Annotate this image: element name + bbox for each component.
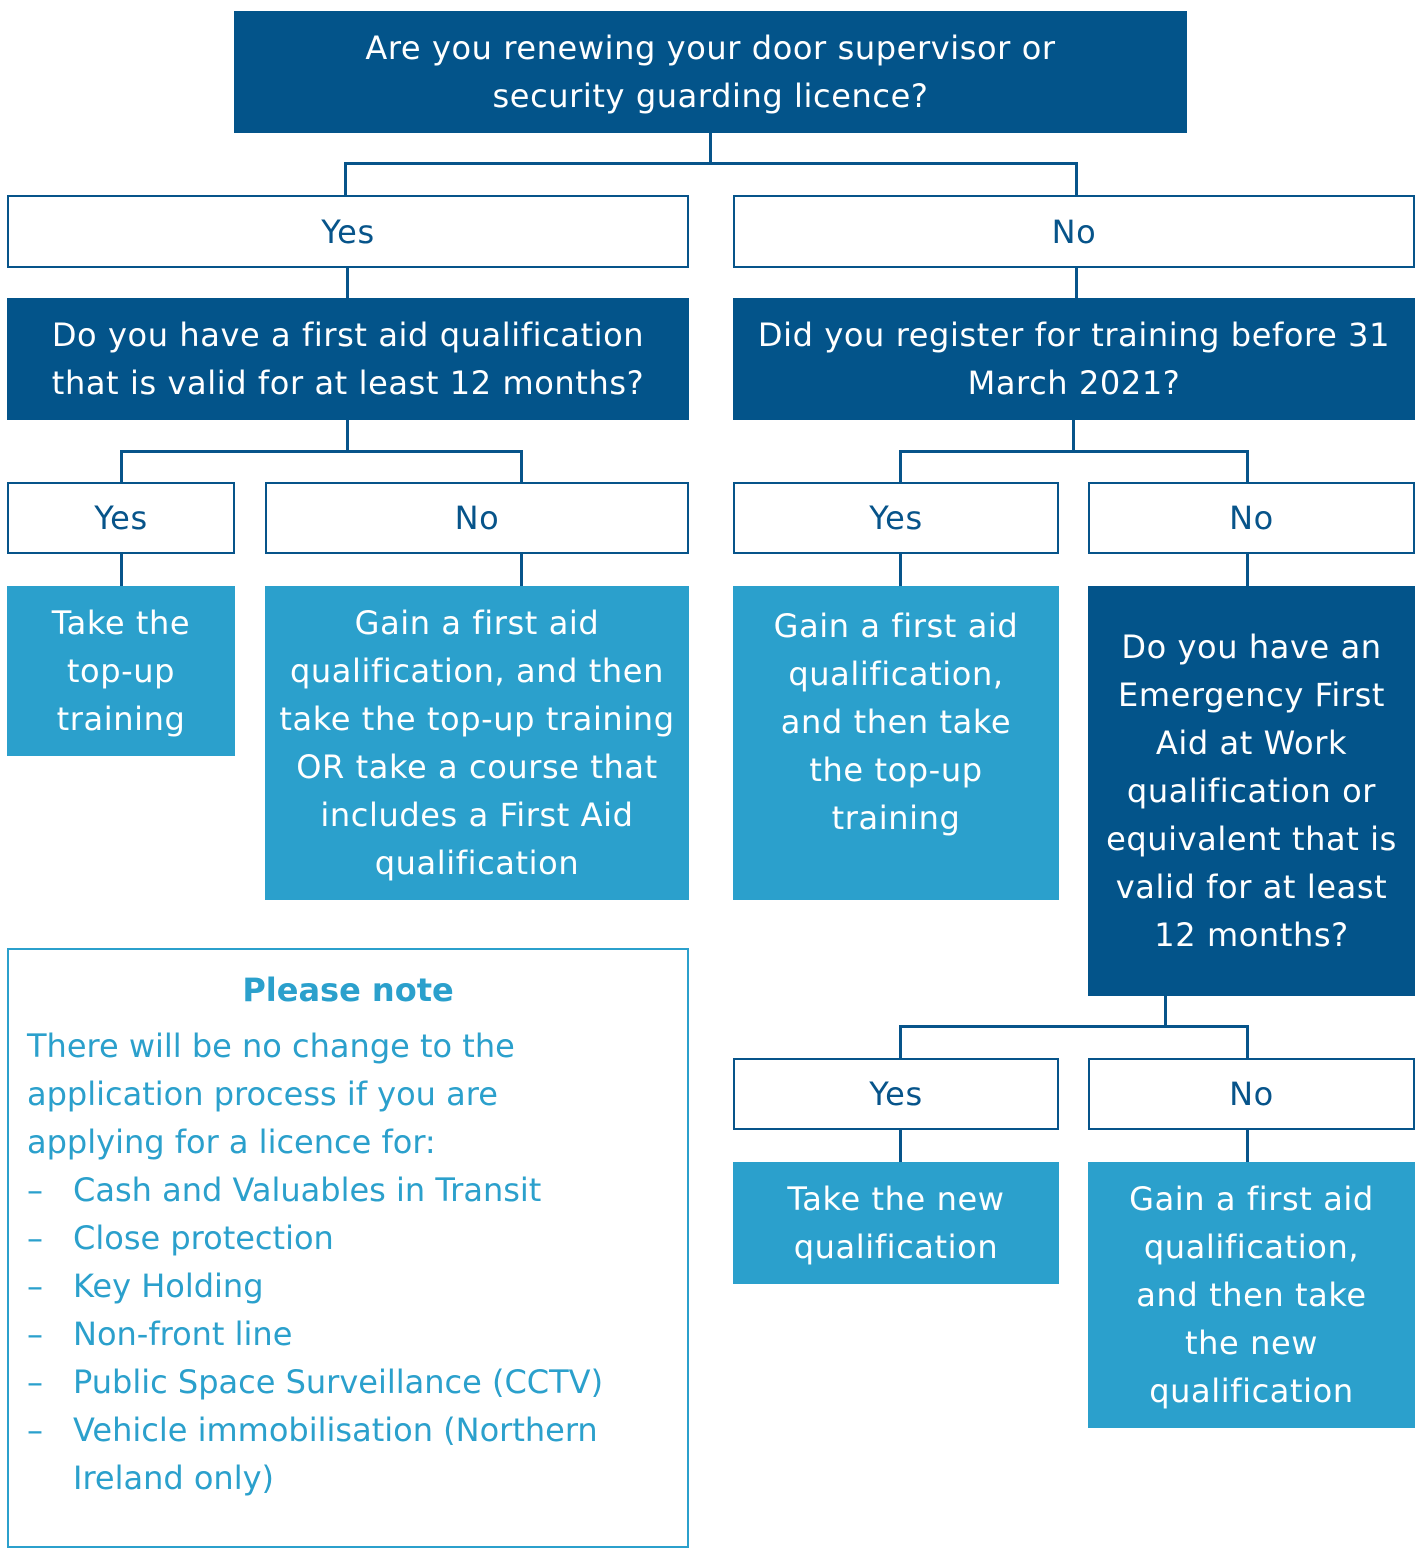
connector xyxy=(1075,267,1078,298)
list-item-text: Vehicle immobilisation (Northern Ireland only) xyxy=(73,1411,598,1497)
question-first-aid xyxy=(7,298,689,420)
result-gain-then-top-up-text: Gain a first aid qualification, and then take the top-up training xyxy=(773,607,1019,837)
list-item-text: Key Holding xyxy=(73,1267,264,1305)
question-renewing xyxy=(234,11,1187,133)
result-new-qualification-text: Take the new qualification xyxy=(787,1180,1005,1266)
please-note-list xyxy=(27,1166,687,1502)
connector xyxy=(346,420,349,452)
connector xyxy=(899,1130,902,1162)
answer-yes-efaw xyxy=(733,1058,1059,1130)
answer-label: Yes xyxy=(94,499,148,537)
list-item xyxy=(27,1262,687,1310)
result-new-qualification xyxy=(733,1162,1059,1284)
connector xyxy=(1072,420,1075,452)
list-item xyxy=(27,1310,687,1358)
dash-icon: – xyxy=(27,1171,43,1209)
connector xyxy=(344,162,1077,165)
connector xyxy=(1075,162,1078,195)
please-note-panel xyxy=(7,948,689,1548)
question-first-aid-text: Do you have a first aid qualification that is valid for at least 12 months? xyxy=(51,316,645,402)
answer-label: Yes xyxy=(869,1075,923,1113)
connector xyxy=(344,162,347,195)
result-gain-then-top-up xyxy=(733,586,1059,900)
answer-label: No xyxy=(1229,1075,1274,1113)
please-note-intro: There will be no change to the application process if you are applying for a licence for: xyxy=(27,1027,515,1161)
question-efaw-text: Do you have an Emergency First Aid at Work qualification or equivalent that is valid for at least 12 months? xyxy=(1106,628,1397,954)
dash-icon: – xyxy=(27,1219,43,1257)
connector xyxy=(1246,1130,1249,1162)
result-gain-or-course-text: Gain a first aid qualification, and then take the top-up training OR take a course that includes a First Aid qualification xyxy=(279,604,675,882)
connector xyxy=(899,1025,1249,1028)
question-renewing-text: Are you renewing your door supervisor or security guarding licence? xyxy=(365,29,1056,115)
answer-yes-renewing xyxy=(7,195,689,268)
connector xyxy=(120,450,523,453)
answer-label: Yes xyxy=(321,212,375,251)
list-item xyxy=(27,1358,687,1406)
connector xyxy=(899,1025,902,1058)
connector xyxy=(899,554,902,586)
connector xyxy=(346,267,349,298)
connector xyxy=(520,554,523,586)
connector xyxy=(1246,554,1249,586)
answer-yes-first-aid xyxy=(7,482,235,554)
answer-label: No xyxy=(454,499,500,537)
connector xyxy=(520,450,523,482)
list-item xyxy=(27,1406,633,1502)
connector xyxy=(1164,996,1167,1027)
answer-no-registered xyxy=(1088,482,1415,554)
connector xyxy=(899,450,1249,453)
list-item-text: Non-front line xyxy=(73,1315,293,1353)
dash-icon: – xyxy=(27,1267,43,1305)
result-top-up-text: Take the top-up training xyxy=(51,604,191,738)
answer-no-efaw xyxy=(1088,1058,1415,1130)
result-gain-or-course xyxy=(265,586,689,900)
dash-icon: – xyxy=(27,1411,43,1449)
question-registered-text: Did you register for training before 31 March 2021? xyxy=(757,316,1391,402)
list-item-text: Cash and Valuables in Transit xyxy=(73,1171,542,1209)
list-item xyxy=(27,1166,687,1214)
please-note-title: Please note xyxy=(242,971,454,1009)
answer-no-first-aid xyxy=(265,482,689,554)
answer-label: Yes xyxy=(869,499,923,537)
connector xyxy=(899,450,902,482)
question-registered xyxy=(733,298,1415,420)
result-gain-then-new xyxy=(1088,1162,1415,1428)
dash-icon: – xyxy=(27,1363,43,1401)
list-item-text: Public Space Surveillance (CCTV) xyxy=(73,1363,604,1401)
question-efaw xyxy=(1088,586,1415,996)
answer-label: No xyxy=(1229,499,1274,537)
list-item-text: Close protection xyxy=(73,1219,334,1257)
connector xyxy=(709,133,712,164)
connector xyxy=(120,450,123,482)
answer-no-renewing xyxy=(733,195,1415,268)
result-top-up xyxy=(7,586,235,756)
answer-label: No xyxy=(1051,212,1097,251)
answer-yes-registered xyxy=(733,482,1059,554)
list-item xyxy=(27,1214,687,1262)
connector xyxy=(120,554,123,586)
connector xyxy=(1246,450,1249,482)
result-gain-then-new-text: Gain a first aid qualification, and then take the new qualification xyxy=(1129,1180,1374,1410)
connector xyxy=(1246,1025,1249,1058)
dash-icon: – xyxy=(27,1315,43,1353)
